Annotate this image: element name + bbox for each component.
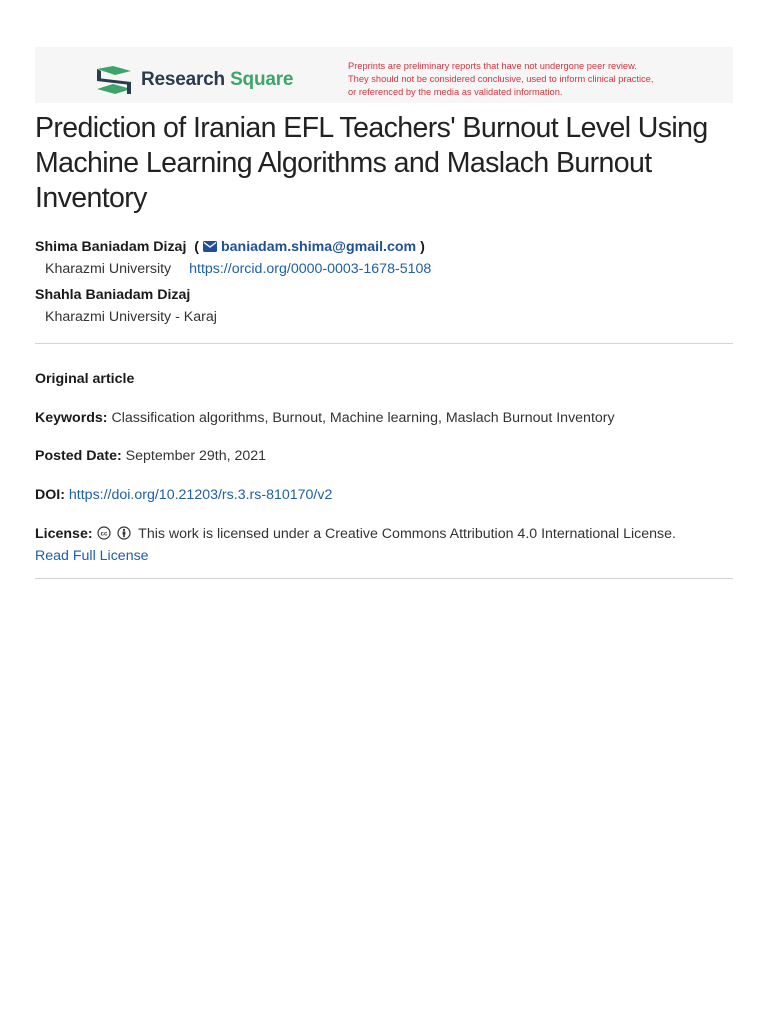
posted-date-label: Posted Date:: [35, 448, 122, 464]
cc-icon: [97, 526, 111, 540]
license-text: This work is licensed under a Creative Commons Attribution 4.0 International License.: [138, 526, 676, 542]
keywords-row: [35, 407, 735, 429]
disclaimer-line: or referenced by the media as validated information.: [348, 87, 563, 97]
posted-date-row: [35, 445, 735, 467]
disclaimer-line: They should not be considered conclusive, used to inform clinical practice,: [348, 74, 654, 84]
cc-by-icon: [117, 526, 131, 540]
disclaimer-line: Preprints are preliminary reports that have not undergone peer review.: [348, 61, 637, 71]
author-row: [35, 285, 735, 307]
author-affiliation-row: [35, 259, 735, 281]
posted-date-value: September 29th, 2021: [125, 448, 267, 464]
license-label: License:: [35, 526, 93, 542]
author-row: Shima Baniadam Dizaj ( baniadam.shima@gmail.com ): [35, 239, 425, 255]
svg-text:cc: cc: [100, 530, 107, 538]
author-list: [35, 237, 735, 329]
preprint-disclaimer: [348, 60, 708, 99]
section-divider: [35, 343, 733, 344]
author-email-link[interactable]: [203, 239, 416, 255]
keywords-label: Keywords:: [35, 410, 108, 426]
author-affiliation: Kharazmi University: [45, 261, 172, 277]
keywords-value: Classification algorithms, Burnout, Machine learning, Maslach Burnout Inventory: [111, 410, 615, 426]
doi-row: [35, 484, 735, 506]
read-full-license-link[interactable]: Read Full License: [35, 548, 149, 564]
author-name: Shima Baniadam Dizaj: [35, 239, 187, 255]
envelope-icon: [203, 241, 217, 252]
author-email: baniadam.shima@gmail.com: [220, 239, 417, 255]
research-square-logo[interactable]: [95, 65, 293, 95]
author-affiliation: Kharazmi University - Karaj: [45, 309, 217, 325]
section-divider: [35, 578, 733, 579]
article-type: [35, 368, 735, 390]
logo-word-square: Square: [230, 69, 294, 90]
logo-wordmark: [141, 69, 293, 91]
doi-label: DOI:: [35, 487, 65, 503]
research-square-logo-icon: [95, 65, 133, 95]
doi-link[interactable]: https://doi.org/10.21203/rs.3.rs-810170/v2: [68, 487, 333, 503]
paper-title: Prediction of Iranian EFL Teachers' Burnout Level Using Machine Learning Algorithms and Maslach Burnout Inventory: [35, 112, 708, 214]
logo-word-research: Research: [141, 69, 225, 90]
license-row: [35, 523, 735, 567]
author-name: Shahla Baniadam Dizaj: [35, 287, 191, 303]
header-banner: [35, 47, 733, 103]
article-type-label: Original article: [35, 371, 135, 387]
author-affiliation-row: [35, 307, 735, 329]
author-orcid-link[interactable]: https://orcid.org/0000-0003-1678-5108: [189, 261, 432, 277]
